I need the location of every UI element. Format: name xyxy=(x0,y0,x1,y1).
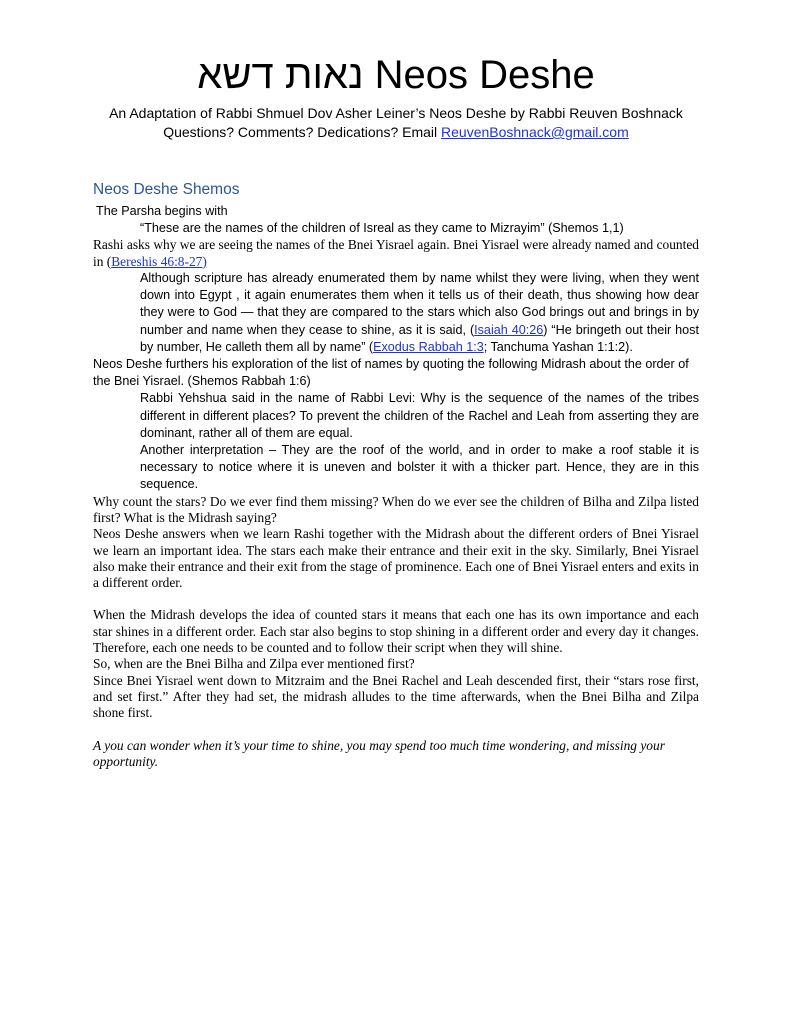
contact-prefix: Questions? Comments? Dedications? Email xyxy=(163,124,442,140)
exodus-rabbah-link[interactable]: Exodus Rabbah 1:3 xyxy=(373,339,484,354)
answer-paragraph: Neos Deshe answers when we learn Rashi together with the Midrash about the different orders of Bnei Yisrael we learn an important idea. The stars each make their entrance and their exit in the sky. Similarly, Bnei Yisrael also make their entrance and their exit from the stage of prominence. Each one of Bnei Yisrael enters and exits in a different order. xyxy=(93,526,699,591)
page-title xyxy=(0,50,792,100)
bereshis-link[interactable]: Bereshis 46:8-27) xyxy=(111,253,207,269)
contact-line xyxy=(0,123,792,142)
title-hebrew: נאות דשא xyxy=(197,53,364,97)
title-english: Neos Deshe xyxy=(374,53,595,97)
rashi-quote xyxy=(140,270,699,356)
stars-paragraph: When the Midrash develops the idea of counted stars it means that each one has its own importance and each star shines in a different order. Each star also begins to stop shining in a different order and every day it changes. Therefore, each one needs to be counted and to follow their script when they will shine. xyxy=(93,607,699,656)
rashi-quote-text-1: Although scripture has already enumerated them by name whilst they were living, when they went down into Egypt , it again enumerates them when it tells us of their death, thus showing how dear they were to God — that they are compared to the stars which also God brings out and brings in by number and name when they cease to shine, as it is said, ( xyxy=(140,271,699,337)
rashi-question-text: Rashi asks why we are seeing the names of the Bnei Yisrael again. Bnei Yisrael were already named and counted in ( xyxy=(93,237,699,269)
conclusion-paragraph: Since Bnei Yisrael went down to Mitzraim and the Bnei Rachel and Leah descended first, their “stars rose first, and set first.” After they had set, the midrash alludes to the time afterwards, when the Bnei Bilha and Zilpa shone first. xyxy=(93,672,699,721)
closing-thought xyxy=(93,738,699,771)
paragraph-spacer xyxy=(93,722,699,738)
question-line: So, when are the Bnei Bilha and Zilpa ever mentioned first? xyxy=(93,656,415,672)
rashi-quote-text-3: ; Tanchuma Yashan 1:1:2). xyxy=(483,339,633,354)
midrash-quote-2: Another interpretation – They are the roof of the world, and in order to make a roof stable it is necessary to notice where it is uneven and bolster it with a thicker part. Hence, they are in this sequence. xyxy=(140,443,699,492)
document-body xyxy=(93,203,699,770)
intro-line: The Parsha begins with xyxy=(96,204,228,218)
isaiah-link[interactable]: Isaiah 40:26 xyxy=(474,322,544,337)
question-paragraph: Why count the stars? Do we ever find them missing? When do we ever see the children of Bilha and Zilpa listed first? What is the Midrash saying? xyxy=(93,493,699,525)
paragraph-spacer xyxy=(93,591,699,607)
midrash-quote-1: Rabbi Yehshua said in the name of Rabbi Levi: Why is the sequence of the names of the tribes different in different places? To prevent the children of the Rachel and Leah from asserting they are dominant, rather all of them are equal. xyxy=(140,391,699,440)
section-heading: Neos Deshe Shemos xyxy=(93,181,240,198)
verse-quote: “These are the names of the children of Isreal as they came to Mizrayim” (Shemos 1,1) xyxy=(140,221,624,236)
midrash-intro: Neos Deshe furthers his exploration of the list of names by quoting the following Midrash about the order of the Bnei Yisrael. (Shemos Rabbah 1:6) xyxy=(93,357,689,389)
closing-thought-text: A you can wonder when it’s your time to shine, you may spend too much time wondering, and missing your opportunity. xyxy=(93,737,665,769)
rashi-question xyxy=(93,237,699,270)
email-link[interactable]: ReuvenBoshnack@gmail.com xyxy=(441,124,629,140)
subtitle: An Adaptation of Rabbi Shmuel Dov Asher Leiner’s Neos Deshe by Rabbi Reuven Boshnack xyxy=(109,105,683,121)
rashi-quote-text-2: ) “He bringeth out their host by number, He calleth them all by name” ( xyxy=(140,322,699,354)
